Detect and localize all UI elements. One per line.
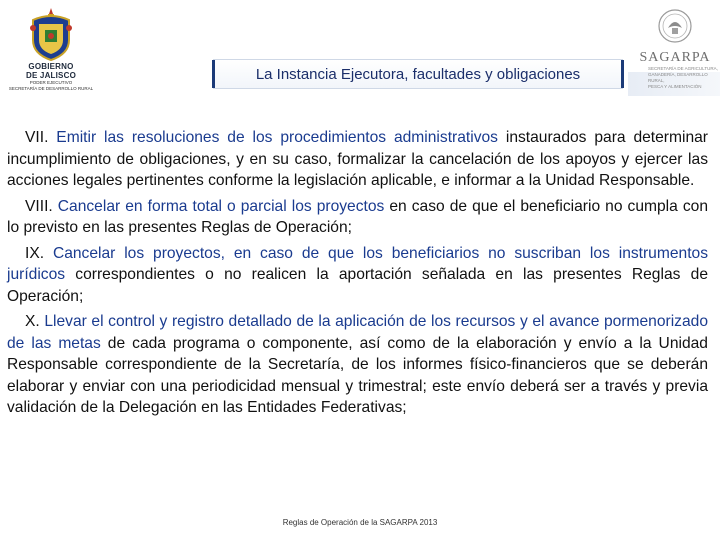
item-number: IX. bbox=[25, 244, 45, 262]
slide-footer: Reglas de Operación de la SAGARPA 2013 bbox=[282, 518, 438, 527]
mexico-eagle-seal-icon bbox=[655, 8, 695, 44]
sagarpa-desc-2: GANADERÍA, DESARROLLO RURAL, bbox=[648, 72, 708, 83]
obligation-item-ix bbox=[7, 243, 708, 308]
slide-title: La Instancia Ejecutora, facultades y obligaciones bbox=[255, 66, 581, 83]
sagarpa-desc-3: PESCA Y ALIMENTACIÓN bbox=[648, 84, 702, 89]
item-highlight: Cancelar los proyectos, en caso de que los beneficiarios no suscriban los instrumentos jurídicos bbox=[7, 244, 708, 283]
gov-line-3: PODER EJECUTIVO bbox=[29, 80, 73, 85]
obligation-item-viii bbox=[7, 196, 708, 239]
item-text: instaurados para determinar incumplimiento de obligaciones, y en su caso, formalizar la cancelación de los apoyos y ejercer las acciones legales pertinentes conforme la legislación aplicable, e informar a la Unidad Responsable. bbox=[7, 129, 708, 189]
jalisco-shield-icon bbox=[25, 6, 77, 62]
obligation-item-x bbox=[7, 311, 708, 419]
gov-line-4: SECRETARÍA DE DESARROLLO RURAL bbox=[8, 86, 94, 91]
item-text: en caso de que el beneficiario no cumpla con lo previsto en las presentes Reglas de Operación; bbox=[7, 197, 709, 236]
item-highlight: Cancelar en forma total o parcial los proyectos bbox=[57, 197, 385, 215]
sagarpa-logo bbox=[630, 8, 720, 108]
sagarpa-desc-1: SECRETARÍA DE AGRICULTURA, bbox=[648, 66, 718, 71]
slide-title-bar bbox=[213, 59, 623, 89]
item-number: VIII. bbox=[25, 197, 53, 215]
item-text: de cada programa o componente, así como de la elaboración y envío a la Unidad Responsable correspondiente de la Secretaría, de los informes físico-financieros que se deberán elaborar y enviar con una periodicidad mensual y trimestral; este envío deberá ser a través y previa validación de la Delegación en las Entidades Federativas; bbox=[7, 334, 708, 416]
gov-line-2: DE JALISCO bbox=[25, 71, 76, 80]
item-highlight: Llevar el control y registro detallado de la aplicación de los recursos y el avance pormenorizado de las metas bbox=[7, 313, 708, 352]
item-number: VII. bbox=[25, 129, 49, 146]
jalisco-logo bbox=[6, 6, 96, 102]
item-text: correspondientes o no realicen la aportación señalada en las presentes Reglas de Operación; bbox=[7, 266, 708, 305]
sagarpa-name: SAGARPA bbox=[639, 50, 711, 65]
item-number: X. bbox=[25, 313, 40, 330]
gov-line-1: GOBIERNO bbox=[28, 62, 74, 71]
item-highlight: Emitir las resoluciones de los procedimientos administrativos bbox=[56, 129, 498, 146]
obligations-list bbox=[7, 127, 708, 423]
obligation-item-vii bbox=[7, 127, 708, 192]
